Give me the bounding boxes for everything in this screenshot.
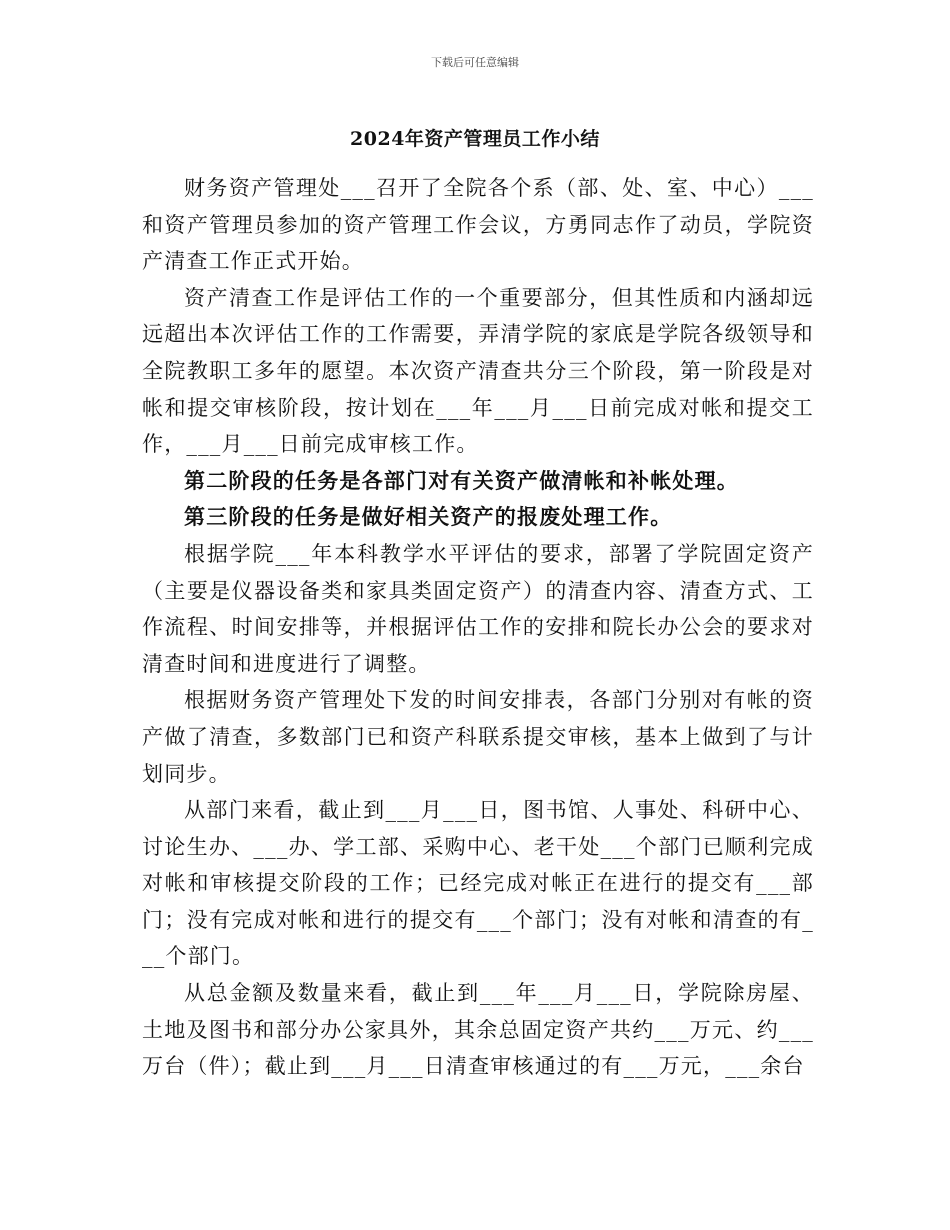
paragraph-4-bold: 第三阶段的任务是做好相关资产的报废处理工作。 [184, 504, 673, 530]
document-title: 2024年资产管理员工作小结 [350, 128, 600, 150]
paragraph-7: 从部门来看，截止到___月___日，图书馆、人事处、科研中心、讨论生办、___办、学工部、采购中心、老干处___个部门已顺利完成对帐和审核提交阶段的工作；已经完成对帐正在进行的提交有___部门；没有完成对帐和进行的提交有___个部门；没有对帐和清查的有___个部门。 [142, 798, 814, 969]
paragraph-3-bold: 第二阶段的任务是各部门对有关资产做清帐和补帐处理。 [184, 467, 739, 493]
paragraph-2: 资产清查工作是评估工作的一个重要部分，但其性质和内涵却远远超出本次评估工作的工作需要，弄清学院的家底是学院各级领导和全院教职工多年的愿望。本次资产清查共分三个阶段，第一阶段是对帐和提交审核阶段，按计划在___年___月___日前完成对帐和提交工作，___月___日前完成审核工作。 [142, 285, 814, 457]
paragraph-6: 根据财务资产管理处下发的时间安排表，各部门分别对有帐的资产做了清查，多数部门已和资产科联系提交审核，基本上做到了与计划同步。 [142, 688, 814, 786]
document-body [142, 170, 814, 1085]
paragraph-5: 根据学院___年本科教学水平评估的要求，部署了学院固定资产（主要是仪器设备类和家具类固定资产）的清查内容、清查方式、工作流程、时间安排等，并根据评估工作的安排和院长办公会的要求对清查时间和进度进行了调整。 [142, 541, 814, 676]
page-header-note: 下载后可任意编辑 [431, 56, 519, 69]
paragraph-1: 财务资产管理处___召开了全院各个系（部、处、室、中心）___和资产管理员参加的资产管理工作会议，方勇同志作了动员，学院资产清查工作正式开始。 [142, 176, 814, 274]
paragraph-8: 从总金额及数量来看，截止到___年___月___日，学院除房屋、土地及图书和部分办公家具外，其余总固定资产共约___万元、约___万台（件）；截止到___月___日清查审核通过的有___万元，___余台 [142, 981, 814, 1079]
